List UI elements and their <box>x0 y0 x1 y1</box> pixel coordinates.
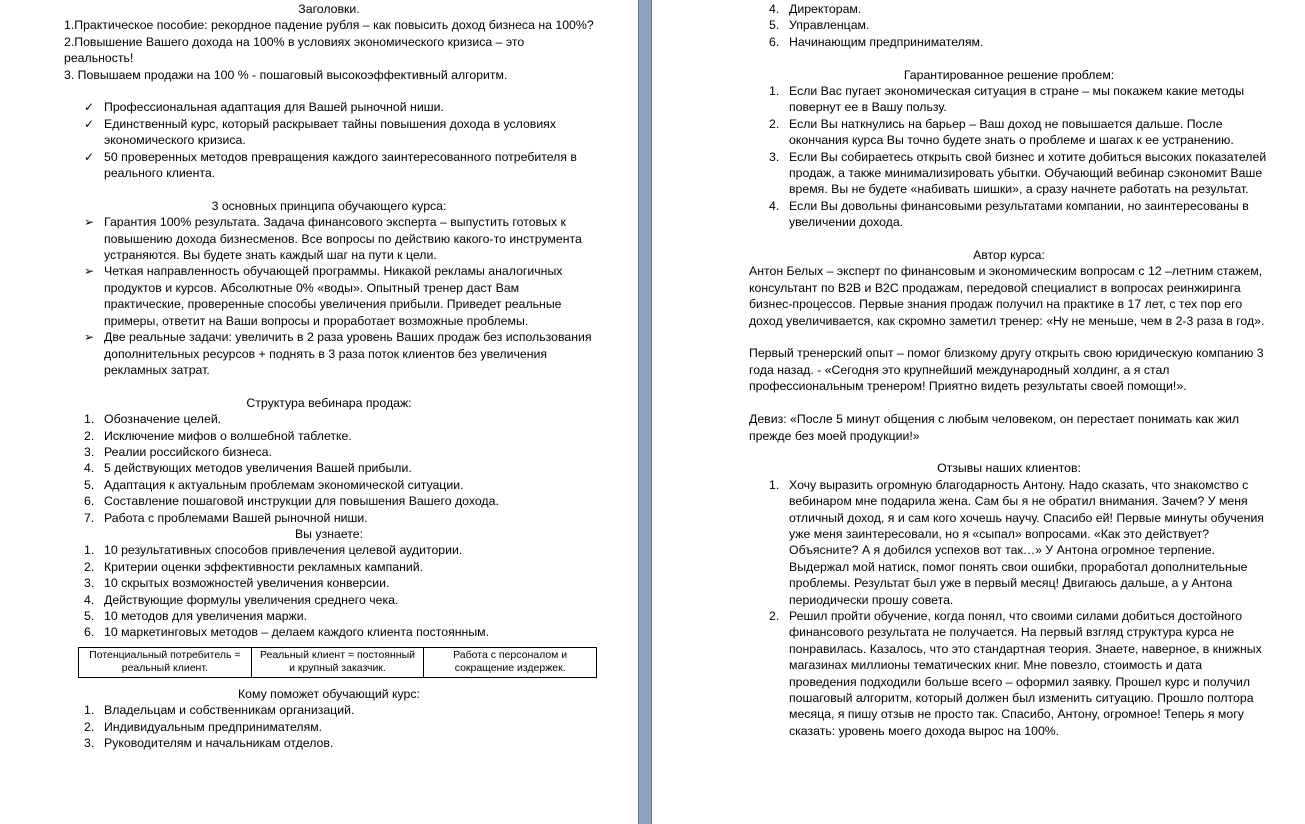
left-page <box>0 0 638 824</box>
checklist <box>64 99 594 181</box>
reviews-list <box>749 477 1269 740</box>
headline-1: 1.Практическое пособие: рекордное падение рубля – как повысить доход бизнеса на 100%? <box>64 18 594 33</box>
helps-list <box>64 702 594 751</box>
list-item: 3. Руководителям и начальникам отделов. <box>84 736 334 751</box>
list-item: 6. Начинающим предпринимателям. <box>769 34 984 49</box>
checkmark-icon: ✓ <box>84 116 95 131</box>
principles-title: 3 основных принципа обучающего курса: <box>211 198 447 213</box>
list-item: 4. Директорам. <box>769 2 862 16</box>
table-cell: Потенциальный потребитель = реальный клиент. <box>79 647 252 677</box>
reviews-title: Отзывы наших клиентов: <box>937 461 1081 476</box>
checkmark-icon: ✓ <box>84 100 95 115</box>
list-item: 2. Критерии оценки эффективности рекламных кампаний. <box>84 559 424 574</box>
list-item: ➢ Гарантия 100% результата. Задача финансового эксперта – выпустить готовых к повышению дохода бизнесменов. Все вопросы по действию какого-то инструмента устраняются. Вы будете знать каждый шаг на пути к цели. <box>64 214 594 263</box>
list-item: ✓ Профессиональная адаптация для Вашей рыночной ниши. <box>64 99 594 115</box>
arrow-bullet-icon: ➢ <box>84 330 95 345</box>
list-item: 3. Если Вы собираетесь открыть свой бизнес и хотите добиться высоких показателей продаж, а также минимализировать убытки. Обучающий вебинар сэкономит Ваше время. Вы не будете «набивать шишки», а сразу начнете работать на результат. <box>769 149 1267 197</box>
list-item: 4. Если Вы довольны финансовыми результатами компании, но заинтересованы в увеличении дохода. <box>769 198 1249 230</box>
right-page-content <box>749 1 1269 739</box>
list-item: 6. 10 маркетинговых методов – делаем каждого клиента постоянным. <box>84 625 490 640</box>
list-item: 4. Действующие формулы увеличения среднего чека. <box>84 592 399 607</box>
structure-list <box>64 411 594 526</box>
list-item: 4. 5 действующих методов увеличения Вашей прибыли. <box>84 461 412 476</box>
author-experience: Первый тренерский опыт – помог близкому другу открыть свою юридическую компанию 3 года назад. - «Сегодня это крупнейший международный холдинг, а я стал профессиональным тренером! Приятно видеть результаты своей помощи!». <box>749 346 1264 394</box>
author-bio: Антон Белых – эксперт по финансовым и экономическим вопросам с 12 –летним стажем, консультант по B2B и B2C продажам, передовой специалист в вопросах реинжиринга бизнес-процессов. Первые знания продаж получил на практике в 17 лет, с тех пор его доход увеличивается, как скромно заметил тренер: «Ну не меньше, чем в 2-3 раза в год». <box>749 264 1265 328</box>
list-item: 2. Решил пройти обучение, когда понял, что своими силами добиться достойного финансового результата не получается. На первый взгляд структура курса не понравилась. Казалось, что это стандартная теория. Знаете, наверное, в книжных магазинах миллионы тематических книг. Мне повезло, стоимость и дата проведения подходили больше всего – оформил заявку. Прошел курс и получил пошаговый алгоритм, который должен был изменить ситуацию. Прошло полтора месяца, я пишу отзыв не просто так. Спасибо, Антону, огромное! Теперь я могу сказать: уровень моего дохода вырос на 100%. <box>769 608 1262 738</box>
structure-title: Структура вебинара продаж: <box>246 395 412 410</box>
list-item: 5. 10 методов для увеличения маржи. <box>84 608 308 623</box>
list-item: ✓ 50 проверенных методов превращения каждого заинтересованного потребителя в реального клиента. <box>64 149 594 182</box>
headline-3: 3. Повышаем продажи на 100 % - пошаговый высокоэффективный алгоритм. <box>64 67 508 82</box>
table-row <box>79 647 597 677</box>
list-item: 2. Индивидуальным предпринимателям. <box>84 719 323 734</box>
list-item: 1. Хочу выразить огромную благодарность Антону. Надо сказать, что знакомство с вебинаром мне подарила жена. Сам бы я не обратил внимания. Зачем? У меня отличный доход, я и сам кого хочешь научу. Спасибо ей! Первые минуты обучения уже меня заинтересовали, но я «сыпал» вопросами. «Как это действует? Объясните? А я добился успехов вот так…» У Антона огромное терпение. Выдержал мой натиск, помог понять свои ошибки, проработал дополнительные проблемы. Результат был уже в первый месяц! Двигаюсь дальше, а у Антона периодически прошу совета. <box>769 477 1264 607</box>
headline-2: 2.Повышение Вашего дохода на 100% в условиях экономического кризиса – это реальность! <box>64 34 525 66</box>
list-item: 1. Если Вас пугает экономическая ситуация в стране – мы покажем какие методы повернут ее в Вашу пользу. <box>769 84 1245 115</box>
list-item: 7. Работа с проблемами Вашей рыночной ниши. <box>84 510 368 525</box>
helps-list-continued <box>749 1 1269 50</box>
learn-title: Вы узнаете: <box>294 526 364 541</box>
list-item: ➢ Четкая направленность обучающей программы. Никакой рекламы аналогичных продуктов и курсов. Абсолютные 0% «воды». Опытный тренер даст Вам практические, проверенные способы увеличения прибыли. Приведет реальные примеры, ответит на Ваши вопросы и проработает возможные проблемы. <box>64 263 594 329</box>
summary-table <box>78 647 597 678</box>
learn-list <box>64 542 594 640</box>
list-item: 2. Исключение мифов о волшебной таблетке. <box>84 428 352 443</box>
list-item: 2. Если Вы наткнулись на барьер – Ваш доход не повышается дальше. После окончания курса Вы точно будете знать о проблеме и шагах к ее устранению. <box>769 116 1234 148</box>
author-title: Автор курса: <box>973 248 1045 263</box>
list-item: 6. Составление пошаговой инструкции для повышения Вашего дохода. <box>84 494 499 509</box>
author-motto: Девиз: «После 5 минут общения с любым человеком, он перестает понимать как жил прежде без моей продукции!» <box>749 412 1240 443</box>
headings-title: Заголовки. <box>298 2 360 16</box>
table-cell: Реальный клиент = постоянный и крупный заказчик. <box>251 647 424 677</box>
table-cell: Работа с персоналом и сокращение издержек. <box>424 647 597 677</box>
solutions-title: Гарантированное решение проблем: <box>903 67 1115 82</box>
arrow-bullet-icon: ➢ <box>84 264 95 279</box>
right-page <box>652 0 1305 824</box>
list-item: 1. Обозначение целей. <box>84 412 222 427</box>
list-item: 1. Владельцам и собственникам организаций. <box>84 703 355 718</box>
list-item: 1. 10 результативных способов привлечения целевой аудитории. <box>84 543 463 558</box>
list-item: 5. Адаптация к актуальным проблемам экономической ситуации. <box>84 477 464 492</box>
principles-list <box>64 214 594 378</box>
list-item: ✓ Единственный курс, который раскрывает тайны повышения дохода в условиях экономического кризиса. <box>64 116 594 149</box>
page-gutter <box>638 0 652 824</box>
checkmark-icon: ✓ <box>84 149 95 164</box>
list-item: 3. Реалии российского бизнеса. <box>84 444 272 459</box>
arrow-bullet-icon: ➢ <box>84 215 95 230</box>
left-page-content <box>64 1 594 751</box>
helps-title: Кому поможет обучающий курс: <box>238 686 420 701</box>
solutions-list <box>749 83 1269 231</box>
list-item: ➢ Две реальные задачи: увеличить в 2 раза уровень Ваших продаж без использования дополнительных ресурсов + поднять в 3 раза поток клиентов без увеличения рекламных затрат. <box>64 329 594 378</box>
list-item: 5. Управленцам. <box>769 18 870 33</box>
list-item: 3. 10 скрытых возможностей увеличения конверсии. <box>84 576 390 591</box>
